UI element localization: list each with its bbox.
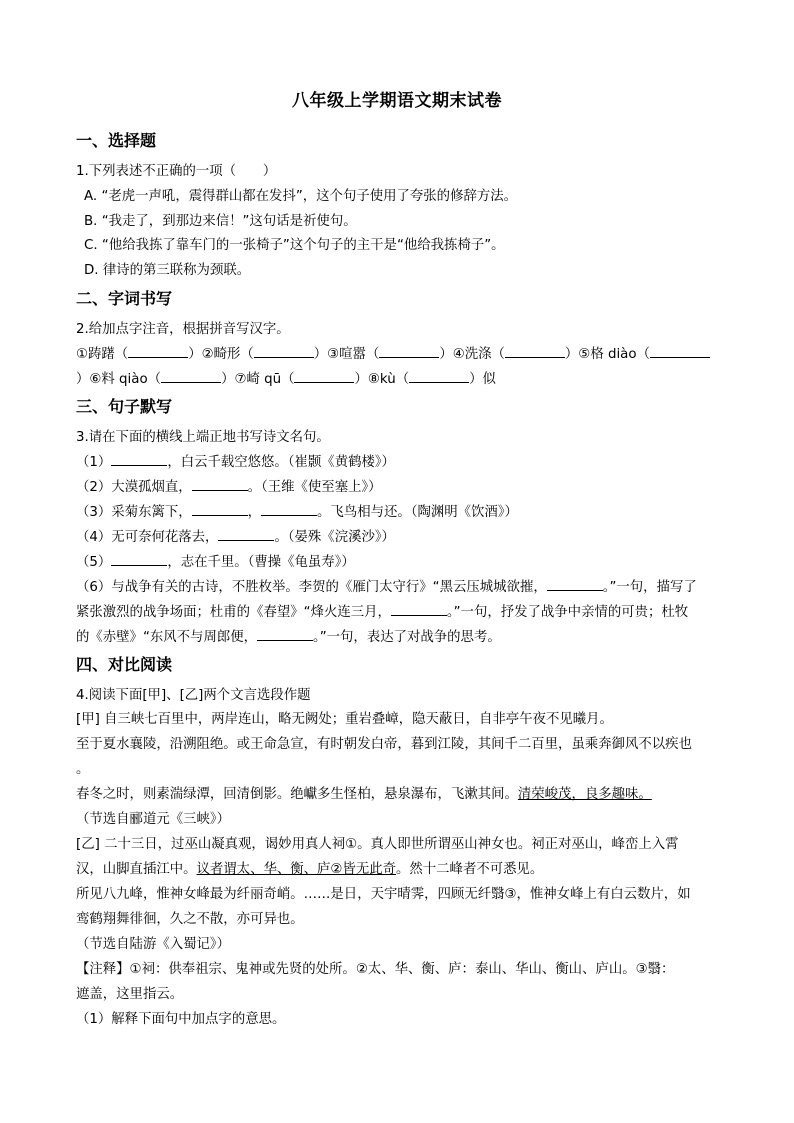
line-prefix: （6）与战争有关的古诗，不胜枚举。李贺的《雁门太守行》“黑云压城城欲摧，	[76, 580, 547, 595]
passage-jia-line-1: [甲] 自三峡七百里中，两岸连山，略无阙处；重岩叠嶂，隐天蔽日，自非亭午夜不见曦月。	[76, 712, 613, 727]
question-2-stem: 2.给加点字注音，根据拼音写汉字。	[76, 322, 290, 337]
line-suffix: 。”一句，表达了对战争的思考。	[313, 630, 501, 645]
line-suffix: ，志在千里。（曹操《龟虽寿》）	[167, 555, 355, 570]
question-2-row-2	[76, 369, 496, 390]
source-jia: （节选自郦道元《三峡》）	[76, 812, 230, 827]
answer-blank[interactable]	[409, 369, 469, 383]
word-item-3: ）③喧嚣（	[313, 347, 380, 362]
answer-blank[interactable]	[192, 502, 248, 516]
answer-blank[interactable]	[294, 369, 354, 383]
line-suffix: 。（晏殊《浣溪沙》）	[274, 530, 395, 545]
passage-yi-line-1: [乙] 二十三日，过巫山凝真观，谒妙用真人祠①。真人即世所谓巫山神女也。祠正对巫山，峰峦上入霄	[76, 837, 679, 852]
passage-yi-line-3: 所见八九峰，惟神女峰最为纤丽奇峭。……是日，天宇晴霁，四顾无纤翳③，惟神女峰上有白云数片，如	[76, 887, 691, 902]
word-item-6: ）⑥料 qiào（	[76, 372, 162, 387]
line-prefix: （2）大漠孤烟直，	[76, 480, 192, 495]
dictation-line-6a	[76, 577, 697, 598]
question-1-option-d: D. 律诗的第三联称为颈联。	[84, 263, 251, 278]
source-yi: （节选自陆游《入蜀记》）	[76, 937, 230, 952]
dictation-line-6b	[76, 602, 688, 623]
answer-blank[interactable]	[257, 627, 313, 641]
section-heading-words: 二、字词书写	[76, 289, 173, 308]
line-prefix: （1）	[76, 455, 112, 470]
dictation-line-1	[76, 452, 395, 473]
line-middle: ，	[247, 505, 262, 520]
underlined-sentence: 清荣峻茂，良多趣味。	[517, 787, 652, 802]
dictation-line-3	[76, 502, 518, 523]
word-item-7: ）⑦崎 qū（	[221, 372, 295, 387]
word-item-8: ）⑧kù（	[354, 372, 410, 387]
answer-blank[interactable]	[111, 552, 167, 566]
line-suffix: 。（王维《使至塞上》）	[247, 480, 382, 495]
notes-line-1: 【注释】①祠：供奉祖宗、鬼神或先贤的处所。②太、华、衡、庐：泰山、华山、衡山、庐山。③翳：	[76, 962, 675, 977]
question-1-stem: 1.下列表述不正确的一项（ ）	[76, 164, 277, 179]
answer-blank[interactable]	[391, 602, 447, 616]
section-heading-reading: 四、对比阅读	[76, 655, 173, 674]
word-item-1: ①踌躇（	[76, 347, 129, 362]
answer-blank[interactable]	[254, 344, 314, 358]
section-heading-choice: 一、选择题	[76, 131, 157, 150]
word-item-4: ）④洗涤（	[439, 347, 505, 362]
passage-text: 汉，山脚直插江中。	[76, 862, 197, 877]
line-suffix: ，白云千载空悠悠。（崔颢《黄鹤楼》）	[167, 455, 395, 470]
line-suffix: 。”一句，抒发了战争中亲情的可贵；杜牧	[446, 605, 689, 620]
answer-blank[interactable]	[111, 452, 167, 466]
line-prefix: 紧张激烈的战争场面；杜甫的《春望》“烽火连三月，	[76, 605, 391, 620]
answer-blank[interactable]	[192, 477, 248, 491]
answer-blank[interactable]	[161, 369, 221, 383]
page-title: 八年级上学期语文期末试卷	[292, 91, 502, 111]
question-1-option-a: A. “老虎一声吼，震得群山都在发抖”，这个句子使用了夸张的修辞方法。	[84, 189, 518, 204]
answer-blank[interactable]	[128, 344, 188, 358]
answer-blank[interactable]	[379, 344, 439, 358]
passage-yi-line-2	[76, 860, 543, 880]
word-item-8-tail: ）似	[469, 372, 496, 387]
notes-line-2: 遮盖，这里指云。	[76, 987, 184, 1002]
sub-question-1: （1）解释下面句中加点字的意思。	[76, 1012, 286, 1027]
passage-jia-line-2: 至于夏水襄陵，沿溯阻绝。或王命急宣，有时朝发白帝，暮到江陵，其间千二百里，虽乘奔御风不以疾也	[76, 737, 692, 752]
answer-blank[interactable]	[505, 344, 565, 358]
question-3-stem: 3.请在下面的横线上端正地书写诗文名句。	[76, 430, 330, 445]
passage-jia-line-3: 。	[76, 762, 90, 777]
underlined-sentence: 议者谓太、华、衡、庐②皆无此奇	[196, 862, 396, 877]
dictation-line-6c	[76, 627, 501, 648]
line-prefix: （4）无可奈何花落去，	[76, 530, 219, 545]
question-4-stem: 4.阅读下面[甲]、[乙]两个文言选段作题	[76, 688, 311, 703]
line-prefix: 的《赤壁》“东风不与周郎便，	[76, 630, 258, 645]
answer-blank[interactable]	[650, 344, 710, 358]
line-prefix: （3）采菊东篱下，	[76, 505, 192, 520]
answer-blank[interactable]	[547, 577, 603, 591]
question-1-option-b: B. “我走了，到那边来信！”这句话是祈使句。	[84, 214, 357, 229]
section-heading-dictation: 三、句子默写	[76, 397, 173, 416]
line-suffix: 。”一句，描写了	[602, 580, 697, 595]
question-1-option-c: C. “他给我拣了靠车门的一张椅子”这个句子的主干是“他给我拣椅子”。	[84, 238, 505, 253]
line-suffix: 。飞鸟相与还。（陶渊明《饮酒》）	[317, 505, 518, 520]
word-item-5: ）⑤格 diào（	[564, 347, 650, 362]
passage-jia-line-4	[76, 785, 652, 805]
word-item-2: ）②畸形（	[188, 347, 254, 362]
line-prefix: （5）	[76, 555, 112, 570]
passage-text: 。然十二峰者不可悉见。	[396, 862, 544, 877]
answer-blank[interactable]	[218, 527, 274, 541]
answer-blank[interactable]	[261, 502, 317, 516]
question-2-row-1	[76, 344, 710, 365]
dictation-line-5	[76, 552, 355, 573]
dictation-line-2	[76, 477, 382, 498]
dictation-line-4	[76, 527, 395, 548]
passage-yi-line-4: 鸾鹤翔舞徘徊，久之不散，亦可异也。	[76, 912, 304, 927]
passage-text: 春冬之时，则素湍绿潭，回清倒影。绝巘多生怪柏，悬泉瀑布，飞漱其间。	[76, 787, 518, 802]
